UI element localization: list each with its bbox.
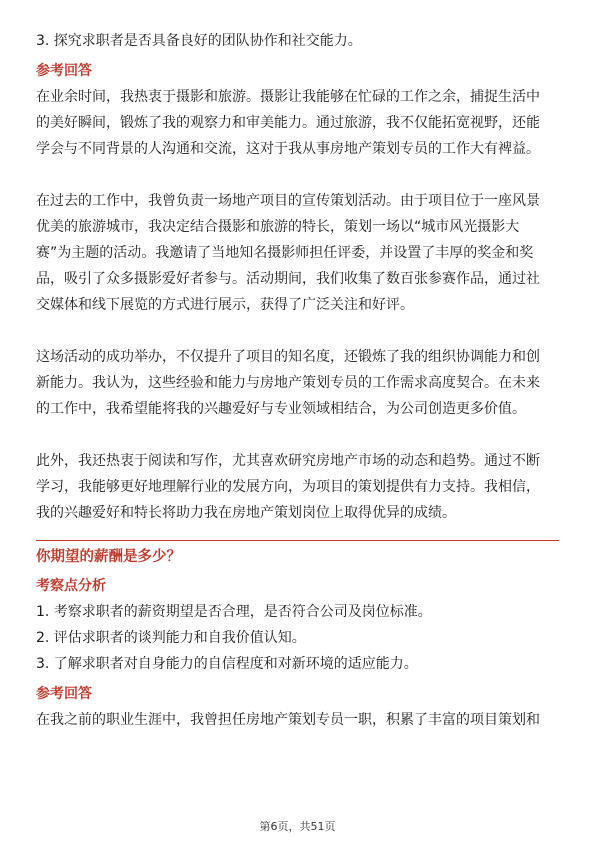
paragraph-line: 在过去的工作中，我曾负责一场地产项目的宣传策划活动。由于项目位于一座风景	[36, 193, 540, 209]
paragraph-line: 交媒体和线下展览的方式进行展示，获得了广泛关注和好评。	[36, 297, 414, 313]
document-page	[36, 28, 559, 733]
paragraph-line: 这场活动的成功举办，不仅提升了项目的知名度，还锻炼了我的组织协调能力和创	[36, 349, 540, 365]
answer-heading: 参考回答	[36, 63, 92, 79]
list-item: 3. 了解求职者对自身能力的自信程度和对新环境的适应能力。	[36, 656, 418, 672]
list-item: 1. 考察求职者的薪资期望是否合理，是否符合公司及岗位标准。	[36, 604, 432, 620]
page-footer: 第6页，共51页	[259, 820, 336, 833]
paragraph-line: 在业余时间，我热衷于摄影和旅游。摄影让我能够在忙碌的工作之余，捕捉生活中	[36, 89, 540, 105]
paragraph-line: 学会与不同背景的人沟通和交流，这对于我从事房地产策划专员的工作大有裨益。	[36, 141, 540, 157]
paragraph-line: 品，吸引了众多摄影爱好者参与。活动期间，我们收集了数百张参赛作品，通过社	[36, 271, 540, 287]
paragraph-line: 的工作中，我希望能将我的兴趣爱好与专业领域相结合，为公司创造更多价值。	[36, 401, 526, 417]
analysis-heading: 考察点分析	[36, 578, 106, 594]
paragraph-line: 优美的旅游城市，我决定结合摄影和旅游的特长，策划一场以“城市风光摄影大	[36, 219, 520, 235]
paragraph-line: 赛”为主题的活动。我邀请了当地知名摄影师担任评委，并设置了丰厚的奖金和奖	[36, 245, 534, 261]
list-item: 2. 评估求职者的谈判能力和自我价值认知。	[36, 630, 306, 646]
paragraph-line: 此外，我还热衷于阅读和写作，尤其喜欢研究房地产市场的动态和趋势。通过不断	[36, 453, 540, 469]
answer-heading-2: 参考回答	[36, 686, 92, 702]
paragraph-line: 的美好瞬间，锻炼了我的观察力和审美能力。通过旅游，我不仅能拓宽视野，还能	[36, 115, 540, 131]
purpose-item-3: 3. 探究求职者是否具备良好的团队协作和社交能力。	[36, 33, 362, 49]
answer-paragraph-2	[36, 188, 559, 318]
paragraph-line: 我的兴趣爱好和特长将助力我在房地产策划岗位上取得优异的成绩。	[36, 505, 456, 521]
question-title: 你期望的薪酬是多少？	[36, 540, 559, 569]
answer-paragraph-4	[36, 448, 559, 526]
paragraph-line: 新能力。我认为，这些经验和能力与房地产策划专员的工作需求高度契合。在未来	[36, 375, 540, 391]
answer-paragraph-3	[36, 344, 559, 422]
answer-2-line: 在我之前的职业生涯中，我曾担任房地产策划专员一职，积累了丰富的项目策划和	[36, 712, 540, 728]
paragraph-line: 学习，我能够更好地理解行业的发展方向，为项目的策划提供有力支持。我相信，	[36, 479, 540, 495]
analysis-list	[36, 599, 559, 677]
answer-paragraph-1	[36, 84, 559, 162]
